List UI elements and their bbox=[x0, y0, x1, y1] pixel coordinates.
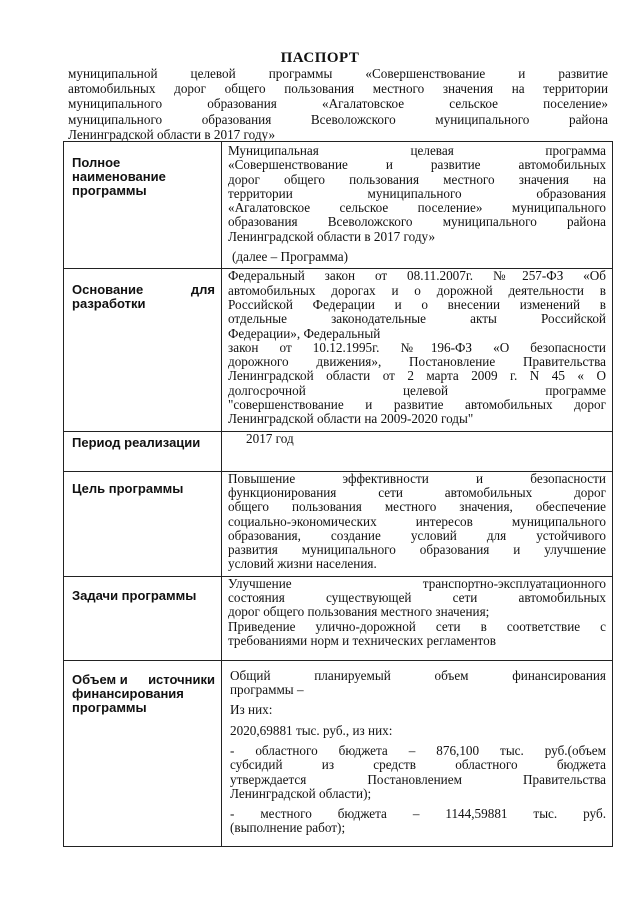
intro-line: муниципального образования «Агалатовское сельское поселение» bbox=[68, 96, 608, 112]
row-value-basis: Федеральный закон от 08.11.2007г. №257-ФЗ «Об автомобильных дорогах и о дорожной деятельности в Российской Федерации и о внесении изменений в отдельные законодательные акты Российской Федерации», Федеральный закон от 10.12.1995г. №196-ФЗ «О безопасности дорожного движения», Постановление Правительства Ленинградской области от 2 марта 2009 г. N 45 « О долгосрочной целевой программе "совершенствование и развитие автомобильных дорог Ленинградской области на 2009-2020 годы" bbox=[222, 269, 613, 431]
row-value-goal: Повышение эффективности и безопасности функционирования сети автомобильных дорог общего пользования местного значения, обеспечение социально-экономических интересов муниципального образования, создание условий для устойчивого развития муниципального образования и улучшение условий жизни населения. bbox=[222, 471, 613, 576]
document-title: ПАСПОРТ bbox=[280, 50, 360, 66]
row-label-name: Полное наименование программы bbox=[64, 142, 222, 269]
row-label-basis: Основание для разработки bbox=[64, 269, 222, 431]
row-label-finance: Объем и источники финансирования программы bbox=[64, 660, 222, 846]
passport-table bbox=[63, 141, 613, 847]
table-row bbox=[64, 142, 613, 269]
row-value-name: Муниципальная целевая программа «Совершенствование и развитие автомобильных дорог общего пользования местного значения на территории муниципального образования «Агалатовское сельское поселение» муниципального образования Всеволожского муниципального района Ленинградской области в 2017 году» (далее – Программа) bbox=[222, 142, 613, 269]
intro-line: автомобильных дорог общего пользования местного значения на территории bbox=[68, 81, 608, 97]
table-row bbox=[64, 431, 613, 471]
intro-line: муниципального образования Всеволожского муниципального района bbox=[68, 111, 608, 127]
row-label-goal: Цель программы bbox=[64, 471, 222, 576]
row-value-tasks: Улучшение транспортно-эксплуатационного состояния существующей сети автомобильных дорог общего пользования местного значения; Приведение улично-дорожной сети в соответствие с требованиями норм и технических регламентов bbox=[222, 576, 613, 660]
row-value-period: 2017 год bbox=[222, 431, 613, 471]
table-row bbox=[64, 471, 613, 576]
row-label-period: Период реализации bbox=[64, 431, 222, 471]
table-row bbox=[64, 660, 613, 846]
row-value-finance: Общий планируемый объем финансирования программы – Из них: 2020,69881 тыс. руб., из них: - областного бюджета – 876,100 тыс. руб.(объем субсидий из средств областного бюджета утверждается Постановлением Правительства Ленинградской области); - местного бюджета – 1144,59881 тыс. руб. (выполнение работ); bbox=[222, 660, 613, 846]
row-label-tasks: Задачи программы bbox=[64, 576, 222, 660]
intro-line: муниципальной целевой программы «Совершенствование и развитие bbox=[68, 66, 608, 81]
table-row bbox=[64, 269, 613, 431]
table-row bbox=[64, 576, 613, 660]
intro-line: Ленинградской области в 2017 году» bbox=[68, 126, 276, 142]
program-intro bbox=[68, 66, 608, 142]
